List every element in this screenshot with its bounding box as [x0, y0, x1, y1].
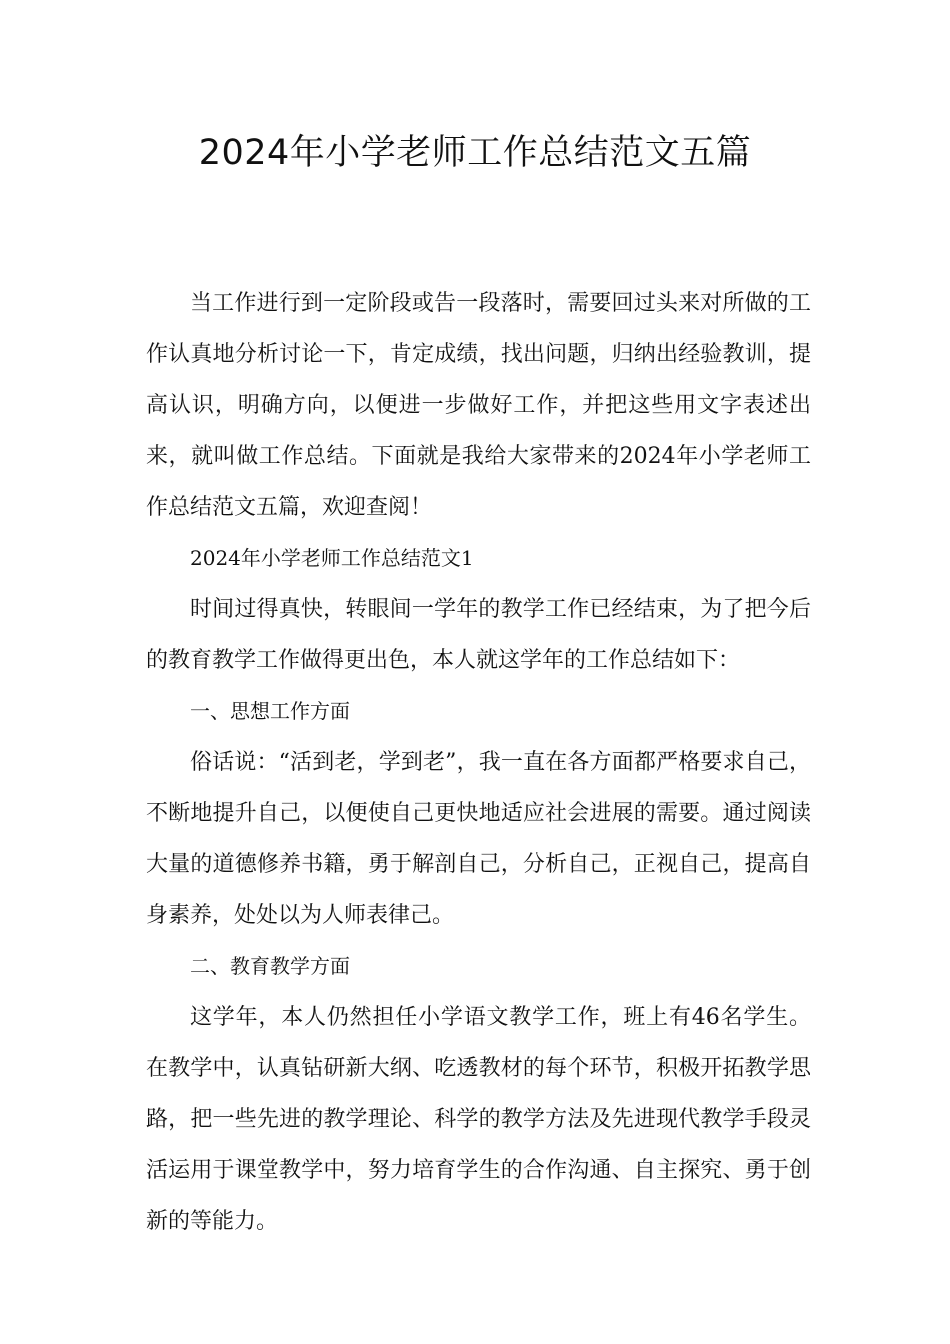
intro-paragraph: 当工作进行到一定阶段或告一段落时，需要回过头来对所做的工作认真地分析讨论一下，肯定成绩，找出问题，归纳出经验教训，提高认识，明确方向，以便进一步做好工作，并把这些用文字表述出来，就叫做工作总结。下面就是我给大家带来的2024年小学老师工作总结范文五篇，欢迎查阅！ — [146, 291, 811, 520]
paragraph-2: 俗话说：“活到老，学到老”，我一直在各方面都严格要求自己，不断地提升自己，以便使自己更快地适应社会进展的需要。通过阅读大量的道德修养书籍，勇于解剖自己，分析自己，正视自己，提高自身素养，处处以为人师表律己。 — [146, 750, 811, 928]
heading-thought-work: 一、思想工作方面 — [190, 699, 350, 723]
heading-teaching: 二、教育教学方面 — [190, 954, 350, 978]
section-title: 2024年小学老师工作总结范文1 — [190, 546, 474, 570]
paragraph-1: 时间过得真快，转眼间一学年的教学工作已经结束，为了把今后的教育教学工作做得更出色，本人就这学年的工作总结如下： — [146, 597, 811, 673]
document-body — [146, 278, 811, 1247]
paragraph-3: 这学年，本人仍然担任小学语文教学工作，班上有46名学生。在教学中，认真钻研新大纲、吃透教材的每个环节，积极开拓教学思路，把一些先进的教学理论、科学的教学方法及先进现代教学手段灵活运用于课堂教学中，努力培育学生的合作沟通、自主探究、勇于创新的等能力。 — [146, 1005, 811, 1234]
document-title: 2024年小学老师工作总结范文五篇 — [198, 133, 752, 173]
